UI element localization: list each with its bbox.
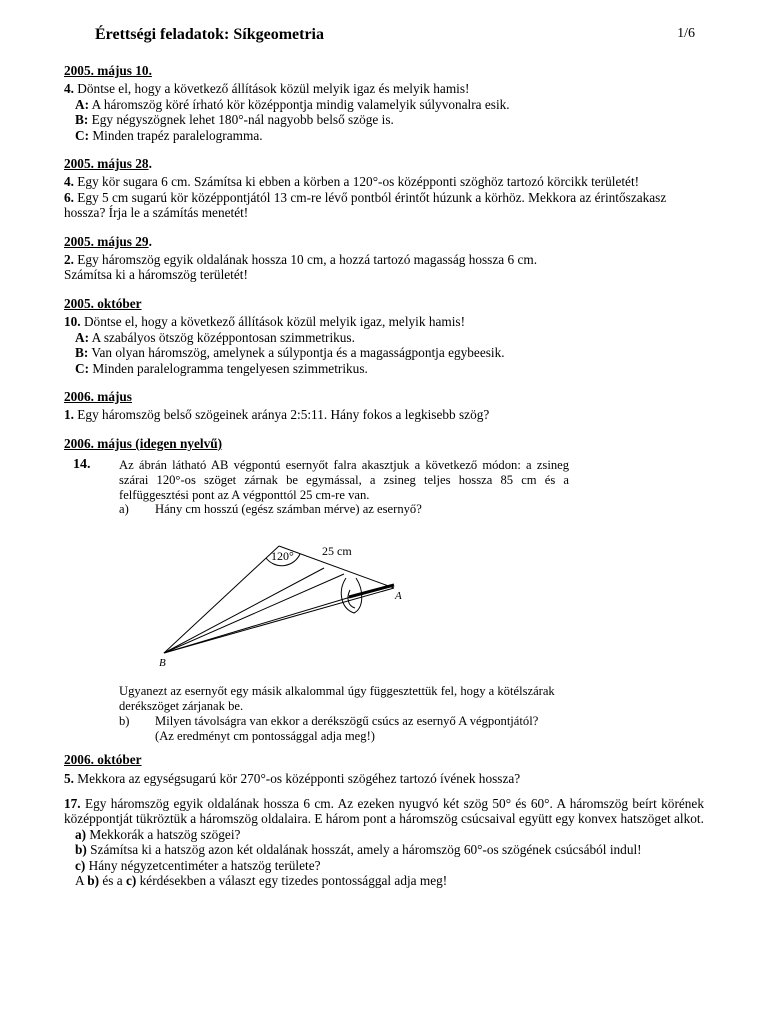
task-number: 17.: [64, 795, 81, 811]
task: [64, 174, 704, 189]
task-text: Döntse el, hogy a következő állítások közül melyik igaz, melyik hamis!: [80, 314, 466, 330]
scanned-task-block: [64, 458, 704, 748]
section-date-suffix: .: [148, 156, 152, 172]
task-text: Döntse el, hogy a következő állítások közül melyik igaz és melyik hamis!: [73, 81, 470, 97]
task: [64, 252, 704, 267]
subquestion-b: [119, 714, 538, 729]
task-text: Egy kör sugara 6 cm. Számítsa ki ebben a körben a 120°-os középponti szöghöz tartozó körcikk területét!: [73, 174, 640, 190]
task-text: Számítsa ki a háromszög területét!: [64, 267, 248, 283]
task-number: 4.: [64, 174, 74, 190]
statement-c: [64, 361, 704, 376]
task: [64, 190, 704, 221]
task-number: 1.: [64, 407, 74, 423]
section-date: 2005. május 29: [64, 233, 149, 249]
section-date: 2005. október: [64, 295, 142, 311]
answer-note: [64, 873, 704, 888]
task: [64, 314, 704, 329]
subquestion-text: Mekkorák a hatszög szögei?: [86, 826, 241, 842]
task: [64, 407, 704, 422]
task-number: 2.: [64, 252, 74, 268]
fold-line: [164, 568, 324, 653]
page-number: 1/6: [677, 26, 695, 41]
task-number: 5.: [64, 770, 74, 786]
section-date: 2006. május (idegen nyelvű): [64, 435, 223, 451]
task-number: 14.: [73, 457, 91, 473]
statement-text: Van olyan háromszög, amelynek a súlypontja és a magasságpontja egybeesik.: [88, 345, 505, 361]
subquestion-c: [64, 858, 704, 873]
subquestion-text: Hány négyzetcentiméter a hatszög területe?: [85, 857, 321, 873]
task: [64, 796, 704, 827]
angle-label: 120°: [271, 549, 294, 564]
document-body: [64, 63, 704, 888]
subquestion-b: [64, 842, 704, 857]
subquestion-a: [64, 827, 704, 842]
statement-text: Egy négyszögnek lehet 180°-nál nagyobb belső szöge is.: [88, 112, 394, 128]
point-b-label: B: [159, 657, 166, 670]
section-date: 2006. október: [64, 752, 142, 768]
task-text: Mekkora az egységsugarú kör 270°-os középponti szögéhez tartozó ívének hossza?: [73, 770, 521, 786]
statement-label: B:: [75, 345, 89, 361]
statement-c: [64, 128, 704, 143]
statement-b: [64, 112, 704, 127]
statement-label: A:: [75, 96, 90, 112]
umbrella-handle: [349, 585, 394, 597]
subquestion-text: Milyen távolságra van ekkor a derékszögű csúcs az esernyő A végpontjától?: [155, 714, 539, 729]
section-date: 2005. május 28: [64, 156, 149, 172]
section-date-suffix: .: [148, 233, 152, 249]
subquestion-label: b): [75, 842, 87, 858]
subquestion-text: Számítsa ki a hatszög azon két oldalának hosszát, amely a háromszög 60°-os szögének csúcsából indul!: [86, 842, 642, 858]
task-number: 10.: [64, 314, 81, 330]
task-text: Egy háromszög belső szögeinek aránya 2:5:11. Hány fokos a legkisebb szög?: [73, 407, 490, 423]
fold-line: [164, 593, 364, 653]
statement-label: A:: [75, 329, 90, 345]
task-text: Egy háromszög egyik oldalának hossza 6 cm. Az ezeken nyugvó két szög 50° és 60°. A háromszög beírt körének középpontját tükröztük a háromszög oldalaira. E három pont a háromszög csúcsaival együtt egy konvex hatszöget alkot.: [64, 795, 704, 827]
statement-a: [64, 330, 704, 345]
page-title: Érettségi feladatok: Síkgeometria: [95, 26, 324, 43]
statement-a: [64, 97, 704, 112]
note-text: és a: [99, 872, 126, 888]
fold-line: [164, 574, 344, 653]
point-a-label: A: [395, 590, 402, 603]
note-text: A: [75, 872, 88, 888]
subquestion-label: b): [119, 714, 130, 729]
statement-text: A szabályos ötszög középpontosan szimmetrikus.: [89, 329, 355, 345]
statement-label: B:: [75, 112, 89, 128]
length-label: 25 cm: [322, 544, 352, 559]
subquestion-note: (Az eredményt cm pontossággal adja meg!): [155, 729, 375, 744]
section-date: 2006. május: [64, 388, 132, 404]
statement-label: C:: [75, 127, 90, 143]
page-header: [95, 26, 695, 46]
subquestion-text: Hány cm hosszú (egész számban mérve) az esernyő?: [155, 502, 422, 517]
note-text: kérdésekben a választ egy tizedes pontossággal adja meg!: [136, 872, 448, 888]
statement-text: A háromszög köré írható kör középpontja mindig valamelyik súlyvonalra esik.: [89, 96, 510, 112]
task: [64, 771, 704, 786]
subquestion-label: a): [75, 826, 87, 842]
umbrella-figure: [64, 458, 704, 683]
section-date-wrap: [64, 234, 704, 249]
statement-label: C:: [75, 360, 90, 376]
task-text: Az ábrán látható AB végpontú esernyőt falra akasztjuk a következő módon: a zsineg szárai 120°-os szöget zárnak be egymással, a zsineg teljes hossza 85 cm és a felfüggesztési pont az A végponttól 25 cm-re van.: [119, 458, 569, 502]
note-label-b: b): [87, 872, 100, 888]
section-date: 2005. május 10.: [64, 63, 152, 78]
statement-text: Minden paralelogramma tengelyesen szimmetrikus.: [89, 360, 368, 376]
subquestion-label: c): [75, 857, 86, 873]
section-date-wrap: [64, 156, 704, 171]
task-text: Egy háromszög egyik oldalának hossza 10 cm, a hozzá tartozó magasság hossza 6 cm.: [73, 252, 538, 268]
task-number: 4.: [64, 81, 74, 97]
statement-text: Minden trapéz paralelogramma.: [89, 127, 263, 143]
task-text: Ugyanezt az esernyőt egy másik alkalommal úgy függesztettük fel, hogy a kötélszárak derékszöget zárjanak be.: [119, 684, 555, 713]
statement-b: [64, 345, 704, 360]
subquestion-label: a): [119, 502, 129, 517]
task-number: 6.: [64, 189, 74, 205]
task-text: Egy 5 cm sugarú kör középpontjától 13 cm-re lévő pontból érintőt húzunk a körhöz. Mekkora az érintőszakasz hossza? Írja le a számítás menetét!: [64, 189, 667, 221]
note-label-c: c): [125, 872, 137, 888]
task: [64, 81, 704, 96]
